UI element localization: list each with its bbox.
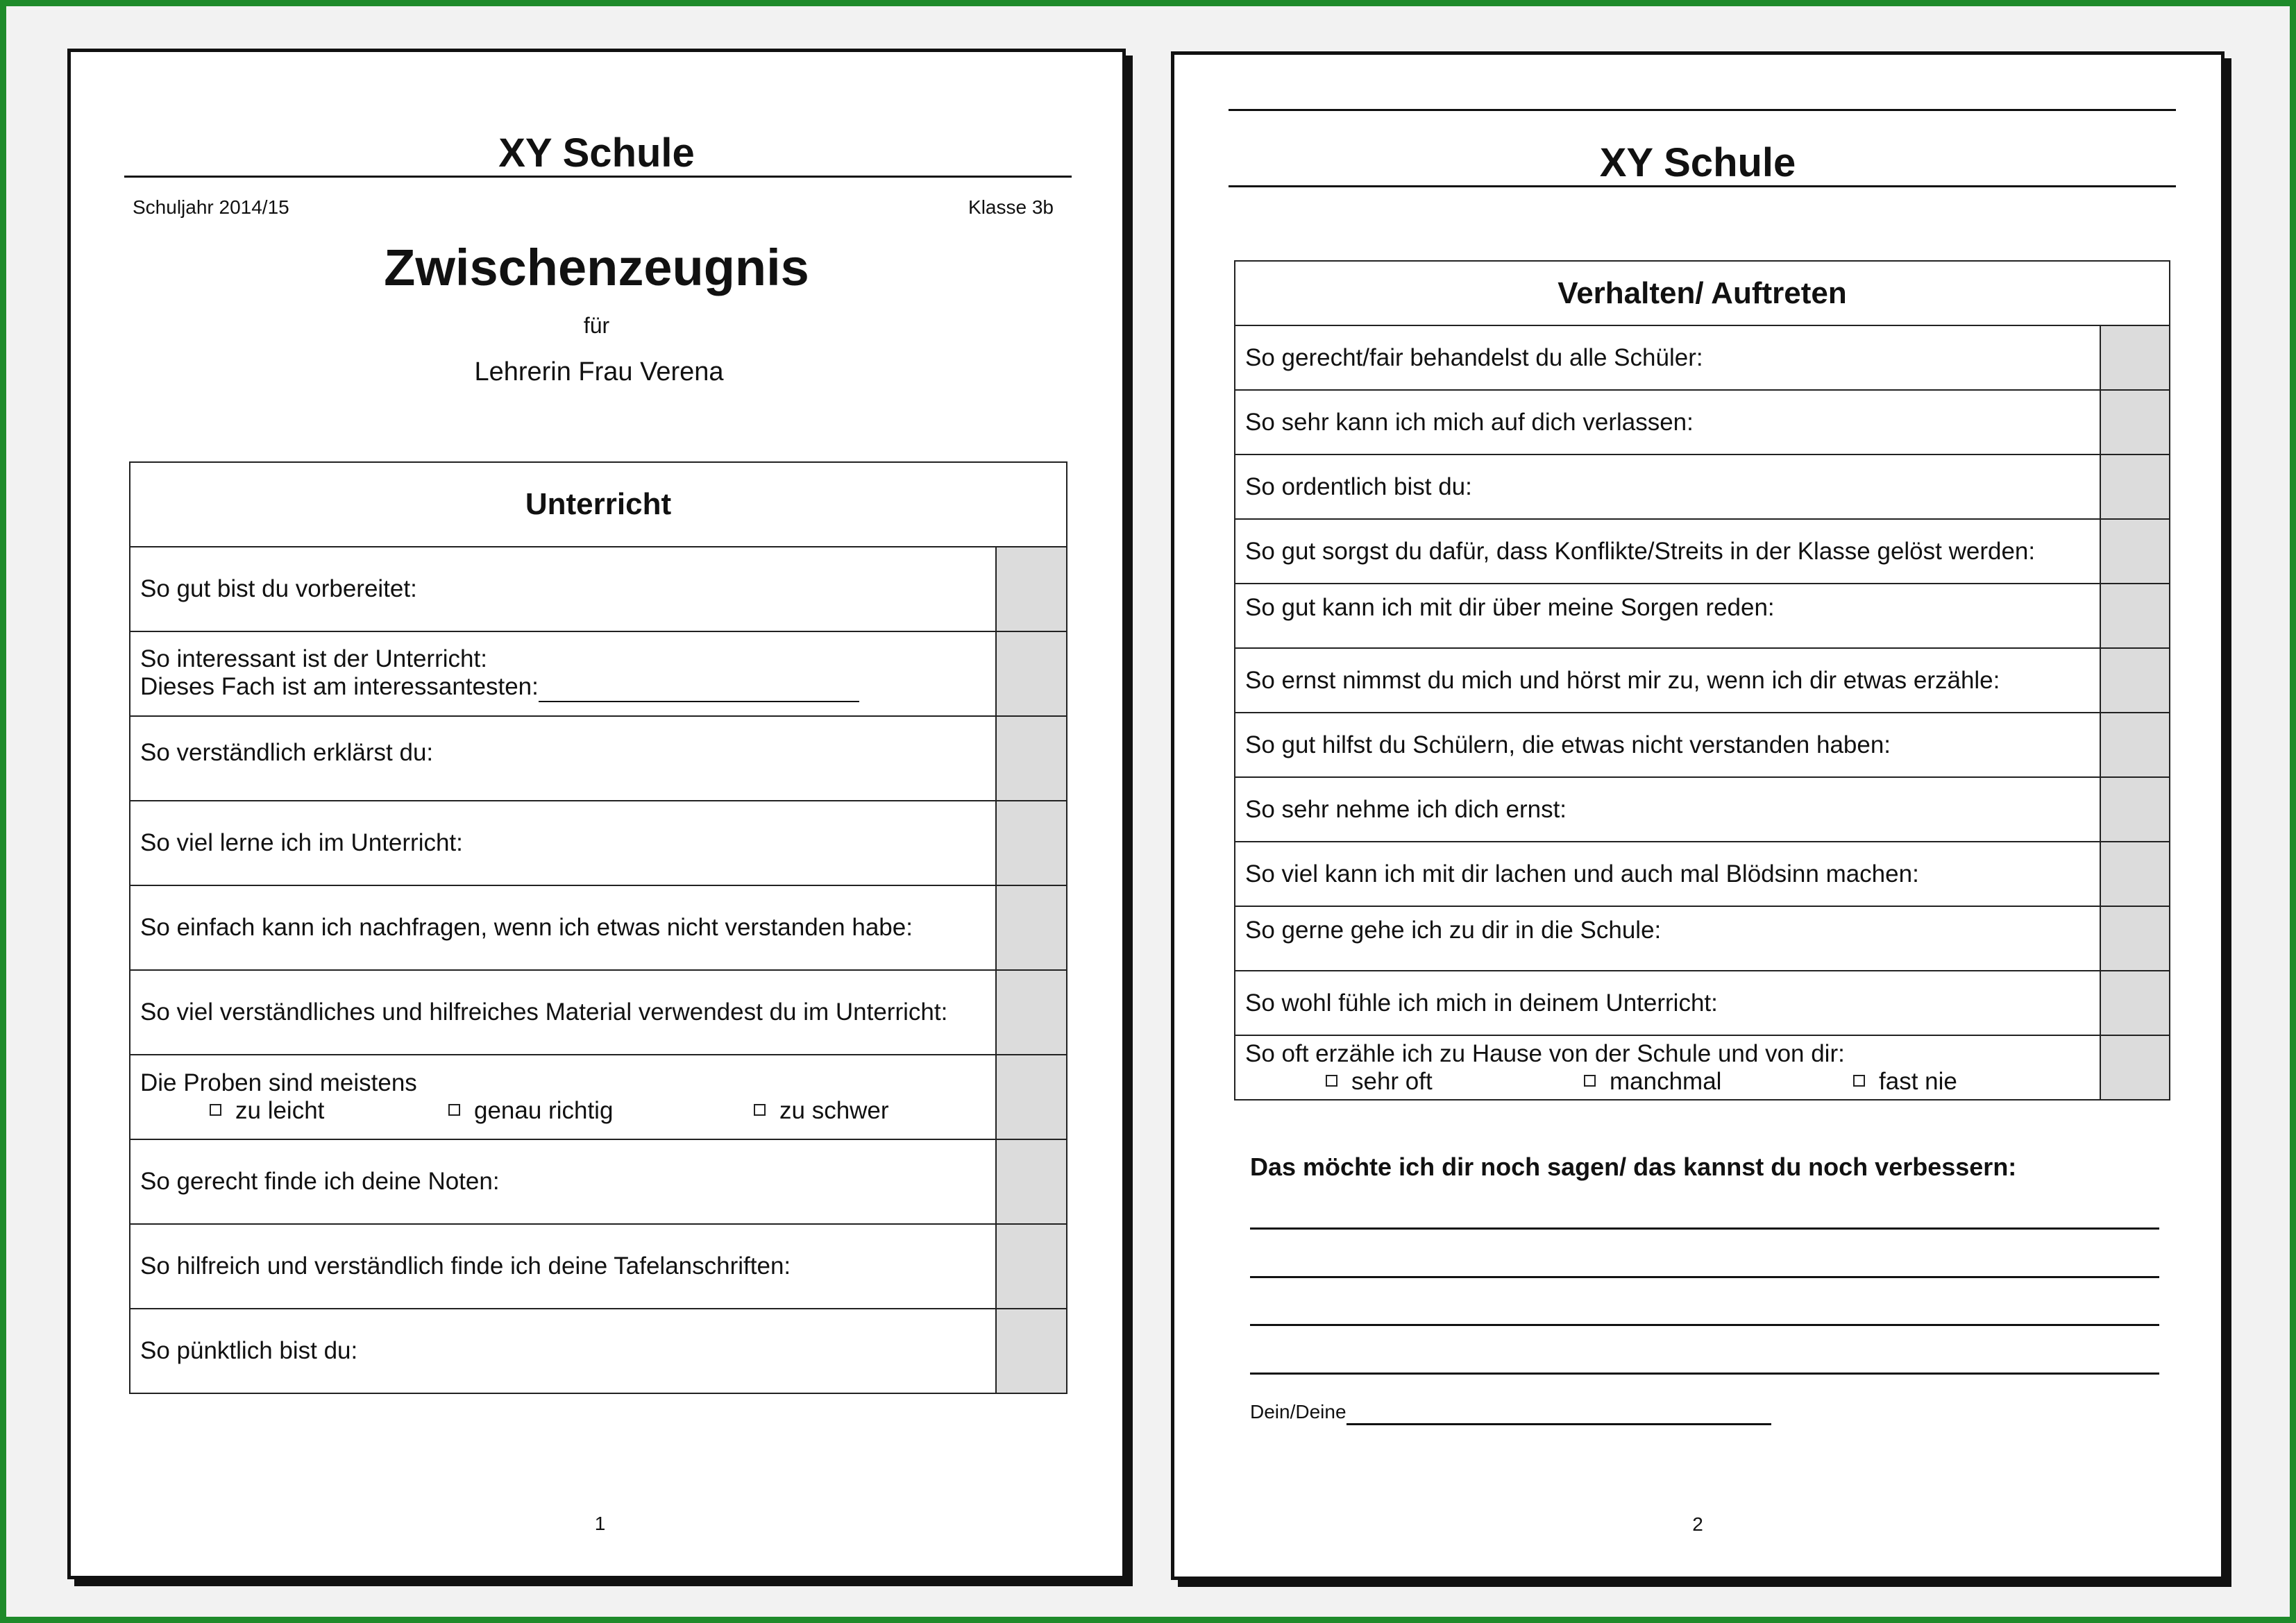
rating-box[interactable] [2100, 519, 2170, 584]
rating-box[interactable] [2100, 390, 2170, 454]
rating-box[interactable] [2100, 777, 2170, 842]
question-text [130, 631, 996, 716]
question-text: So sehr kann ich mich auf dich verlassen: [1235, 390, 2100, 454]
rating-box[interactable] [2100, 1035, 2170, 1100]
question-text: So viel lerne ich im Unterricht: [130, 801, 996, 885]
rating-box[interactable] [996, 716, 1067, 801]
signature-line[interactable] [1347, 1401, 1771, 1425]
rating-box[interactable] [2100, 842, 2170, 906]
question-line: So interessant ist der Unterricht: [140, 645, 487, 672]
document-title: Zwischenzeugnis [384, 239, 809, 296]
page-2 [1171, 51, 2225, 1580]
rating-box[interactable] [2100, 971, 2170, 1035]
rating-box[interactable] [996, 547, 1067, 631]
checkbox-icon[interactable] [1326, 1075, 1337, 1087]
rating-box[interactable] [2100, 648, 2170, 713]
option-label: genau richtig [474, 1097, 614, 1124]
rating-box[interactable] [996, 1139, 1067, 1224]
comment-line[interactable] [1250, 1324, 2159, 1326]
rating-box[interactable] [2100, 584, 2170, 648]
question-text: So pünktlich bist du: [130, 1309, 996, 1393]
checkbox-icon[interactable] [1584, 1075, 1596, 1087]
question-text: So hilfreich und verständlich finde ich deine Tafelanschriften: [130, 1224, 996, 1309]
question-text: So gut hilfst du Schülern, die etwas nicht verstanden haben: [1235, 713, 2100, 777]
rating-box[interactable] [2100, 713, 2170, 777]
school-name: XY Schule [498, 130, 695, 176]
question-text: So gut bist du vorbereitet: [130, 547, 996, 631]
option-zu-leicht[interactable] [210, 1097, 448, 1125]
rating-box[interactable] [996, 801, 1067, 885]
comment-line[interactable] [1250, 1373, 2159, 1375]
question-text: So viel verständliches und hilfreiches Material verwendest du im Unterricht: [130, 970, 996, 1055]
checkbox-icon[interactable] [210, 1104, 221, 1116]
question-text: So gut kann ich mit dir über meine Sorgen reden: [1235, 584, 2100, 648]
checkbox-icon[interactable] [754, 1104, 766, 1116]
rating-box[interactable] [996, 970, 1067, 1055]
option-label: sehr oft [1351, 1067, 1433, 1095]
question-text: So verständlich erklärst du: [130, 716, 996, 801]
rating-box[interactable] [2100, 325, 2170, 390]
rating-box[interactable] [2100, 906, 2170, 971]
page-number: 2 [1692, 1513, 1703, 1535]
class-label: Klasse 3b [968, 196, 1054, 218]
comment-prompt: Das möchte ich dir noch sagen/ das kannst du noch verbessern: [1250, 1153, 2017, 1181]
rating-box[interactable] [996, 1224, 1067, 1309]
rating-box[interactable] [2100, 454, 2170, 519]
option-zu-schwer[interactable] [754, 1097, 889, 1125]
checkbox-icon[interactable] [448, 1104, 460, 1116]
signature-row [1250, 1401, 1771, 1425]
top-rule [1229, 109, 2176, 111]
question-line: Dieses Fach ist am interessantesten: [140, 673, 539, 700]
school-name: XY Schule [1599, 140, 1796, 185]
question-text: So ernst nimmst du mich und hörst mir zu, wenn ich dir etwas erzähle: [1235, 648, 2100, 713]
table-title: Unterricht [130, 462, 1067, 547]
question-text [130, 1055, 996, 1139]
page-number: 1 [594, 1513, 606, 1534]
option-label: zu leicht [235, 1097, 325, 1124]
question-text: So ordentlich bist du: [1235, 454, 2100, 519]
question-text: So wohl fühle ich mich in deinem Unterricht: [1235, 971, 2100, 1035]
question-text: So gerne gehe ich zu dir in die Schule: [1235, 906, 2100, 971]
rating-box[interactable] [996, 885, 1067, 970]
option-fast-nie[interactable] [1853, 1068, 1957, 1096]
question-text: So viel kann ich mit dir lachen und auch mal Blödsinn machen: [1235, 842, 2100, 906]
unterricht-table [129, 461, 1067, 1394]
option-label: manchmal [1610, 1067, 1722, 1095]
rating-box[interactable] [996, 631, 1067, 716]
recipient-name: Lehrerin Frau Verena [474, 357, 724, 386]
question-text: So sehr nehme ich dich ernst: [1235, 777, 2100, 842]
question-text: So gerecht/fair behandelst du alle Schüler: [1235, 325, 2100, 390]
rating-box[interactable] [996, 1309, 1067, 1393]
question-text: So gerecht finde ich deine Noten: [130, 1139, 996, 1224]
header-rule [1229, 185, 2176, 187]
option-sehr-oft[interactable] [1326, 1068, 1584, 1096]
comment-line[interactable] [1250, 1276, 2159, 1278]
question-text [1235, 1035, 2100, 1100]
option-genau-richtig[interactable] [448, 1097, 754, 1125]
table-title: Verhalten/ Auftreten [1235, 261, 2170, 325]
school-year: Schuljahr 2014/15 [133, 196, 289, 218]
verhalten-table [1234, 260, 2170, 1101]
rating-box[interactable] [996, 1055, 1067, 1139]
option-label: zu schwer [779, 1097, 889, 1124]
page-1 [67, 49, 1126, 1579]
question-text: So gut sorgst du dafür, dass Konflikte/Streits in der Klasse gelöst werden: [1235, 519, 2100, 584]
option-manchmal[interactable] [1584, 1068, 1853, 1096]
for-label: für [583, 313, 610, 338]
comment-line[interactable] [1250, 1227, 2159, 1230]
question-line: So oft erzähle ich zu Hause von der Schule und von dir: [1245, 1039, 1845, 1067]
option-label: fast nie [1879, 1067, 1957, 1095]
fill-in-blank[interactable] [539, 673, 859, 702]
checkbox-icon[interactable] [1853, 1075, 1865, 1087]
question-line: Die Proben sind meistens [140, 1069, 417, 1096]
question-text: So einfach kann ich nachfragen, wenn ich etwas nicht verstanden habe: [130, 885, 996, 970]
header-rule [124, 176, 1072, 178]
signature-label: Dein/Deine [1250, 1401, 1347, 1422]
